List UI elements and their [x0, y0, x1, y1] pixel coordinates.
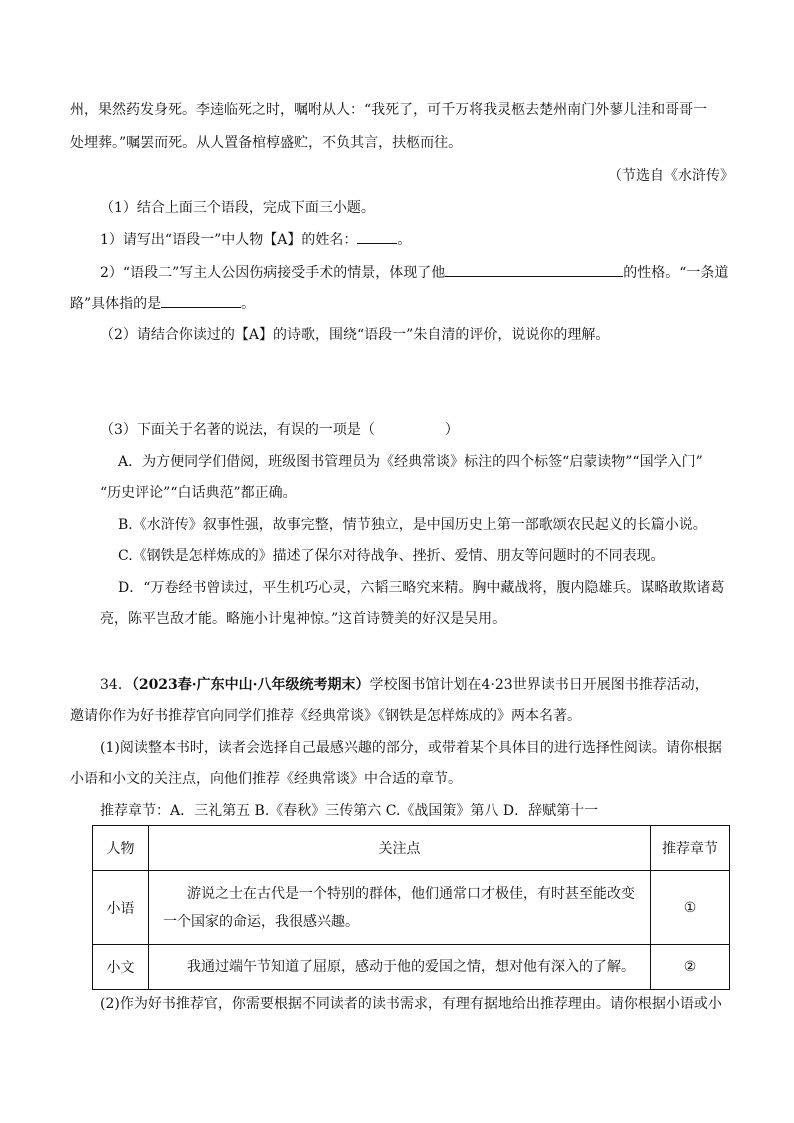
header-person: 人物: [93, 826, 149, 871]
row-answer-slot[interactable]: ①: [651, 871, 730, 945]
q1-sub1-text: 1）请写出“语段一”中人物【A】的姓名：: [100, 232, 358, 248]
q34-line1: 学校图书馆计划在4·23世界读书日开展图书推荐活动，: [369, 677, 709, 693]
q3-option-d-cont: 亮，陈平岂敌才能。略施小计鬼神惊。”这首诗赞美的好汉是吴用。: [100, 611, 507, 627]
q1-sub2-cont: [70, 293, 255, 314]
q3-option-c: C.《钢铁是怎样炼成的》描述了保尔对待战争、挫折、爱情、朋友等问题时的不同表现。: [118, 548, 665, 564]
answer-blank[interactable]: [357, 229, 397, 244]
q34-part1-cont: 小语和小文的关注点，向他们推荐《经典常谈》中合适的章节。: [70, 771, 462, 787]
q3-option-d: D．“万卷经书曾读过，平生机巧心灵，六韬三略究来精。胸中藏战将，腹内隐雄兵。谋略敢欺诸葛: [118, 580, 725, 596]
q34-part2: (2)作为好书推荐官，你需要根据不同读者的读书需求，有理有据地给出推荐理由。请你根据小语或小: [100, 996, 722, 1012]
recommendation-table: [92, 825, 730, 990]
q3-stem: （3）下面关于名著的说法，有误的一项是（ ）: [100, 422, 459, 438]
q1-sub2-line2-end: 。: [241, 296, 256, 312]
row-person: 小文: [93, 945, 149, 990]
table-row: [93, 945, 730, 990]
passage-line: 州，果然药发身死。李逵临死之时，嘱咐从人：“我死了，可千万将我灵柩去楚州南门外蓼儿洼和哥哥一: [70, 102, 708, 118]
q3-option-b: B.《水浒传》叙事性强，故事完整，情节独立，是中国历史上第一部歌颂农民起义的长篇小说。: [118, 517, 707, 533]
header-chapter: 推荐章节: [651, 826, 730, 871]
row-focus: [149, 871, 651, 945]
row-focus-text: 我通过端午节知道了屈原，感动于他的爱国之情，想对他有深入的了解。: [187, 959, 635, 975]
q1-sub2-text-end: 的性格。“一条道: [623, 265, 729, 281]
q1-sub2: [100, 262, 728, 283]
q3-option-a: A．为方便同学们借阅，班级图书管理员为《经典常谈》标注的四个标签“启蒙读物”“国学入门”: [118, 454, 703, 470]
q34-source: （2023春·广东中山·八年级统考期末）: [131, 677, 370, 693]
passage-source: （节选自《水浒传》: [608, 168, 734, 184]
q1-intro: （1）结合上面三个语段，完成下面三小题。: [100, 200, 375, 216]
q3-option-a-cont: “历史评论”“白话典范”都正确。: [100, 485, 297, 501]
q2-text: （2）请结合你读过的【A】的诗歌，围绕“语段一”朱自清的评价，说说你的理解。: [100, 327, 610, 343]
row-person: 小语: [93, 871, 149, 945]
q1-sub2-text: 2）“语段二”写主人公因伤病接受手术的情景，体现了他: [100, 265, 446, 281]
q1-sub1-end: 。: [397, 232, 412, 248]
answer-blank[interactable]: [161, 293, 241, 308]
q34-heading: [100, 675, 709, 695]
q1-sub2-line2-text: 路”具体指的是: [70, 296, 162, 312]
q1-sub1: [100, 229, 411, 250]
passage-line: 处埋葬。”嘱罢而死。从人置备棺椁盛贮，不负其言，扶柩而往。: [70, 135, 463, 151]
q34-number: 34．: [100, 677, 132, 693]
answer-blank[interactable]: [445, 262, 623, 277]
row-focus: [149, 945, 651, 990]
q34-chapters: 推荐章节：A．三礼第五 B.《春秋》三传第六 C.《战国策》第八 D．辞赋第十一: [100, 803, 599, 819]
q34-line2: 邀请你作为好书推荐官向同学们推荐《经典常谈》《钢铁是怎样炼成的》两本名著。: [70, 708, 581, 724]
table-header-row: [93, 826, 730, 871]
row-focus-text: 游说之士在古代是一个特别的群体，他们通常口才极佳，有时甚至能改变一个国家的命运，我很感兴趣。: [163, 885, 635, 930]
header-focus: 关注点: [149, 826, 651, 871]
row-answer-slot[interactable]: ②: [651, 945, 730, 990]
table-row: [93, 871, 730, 945]
q34-part1: (1)阅读整本书时，读者会选择自己最感兴趣的部分，或带着某个具体目的进行选择性阅读。请你根据: [100, 740, 722, 756]
